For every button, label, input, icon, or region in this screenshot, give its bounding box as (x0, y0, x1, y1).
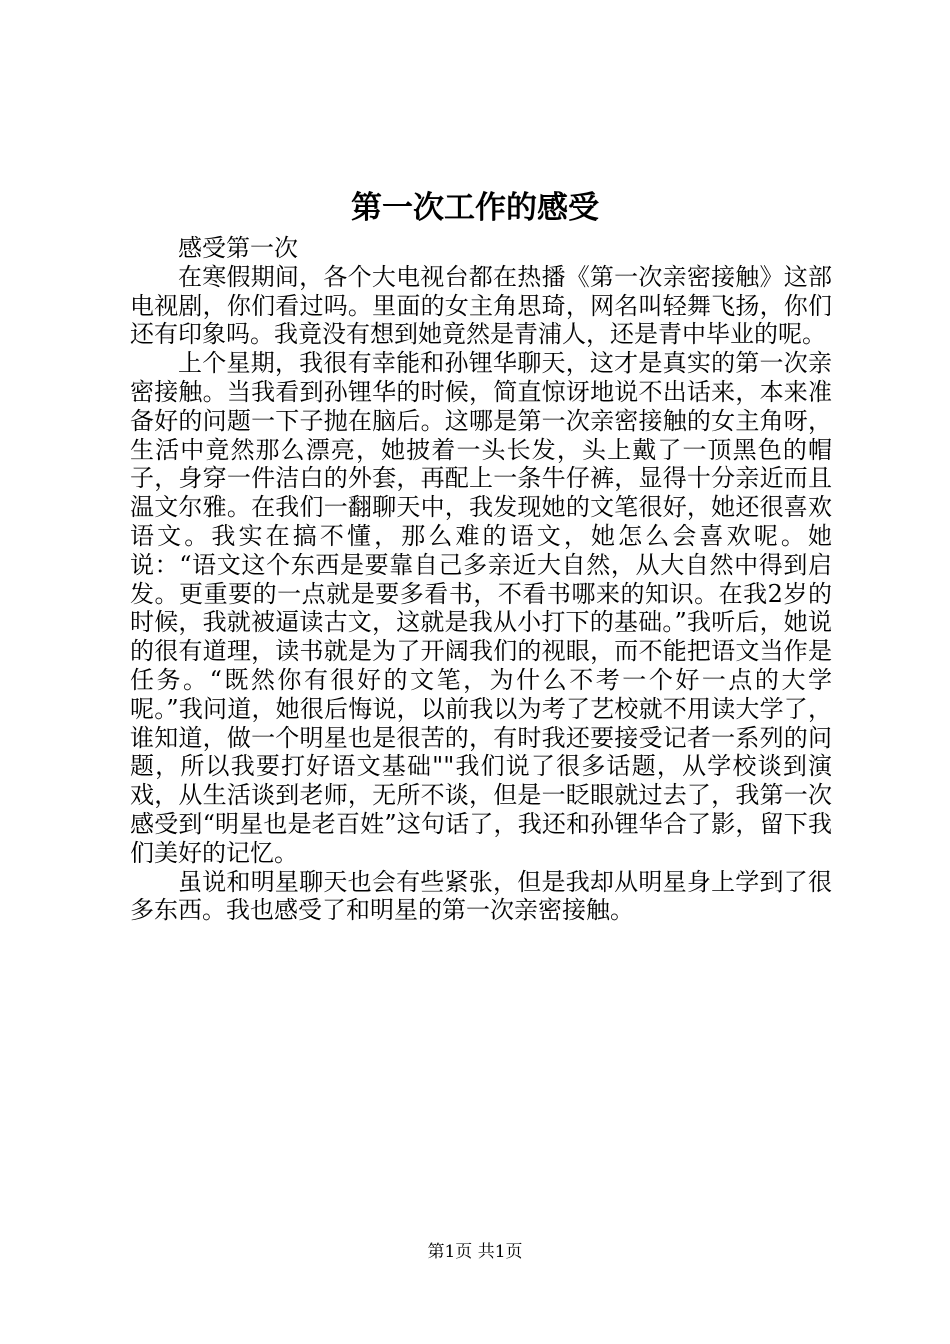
document-body (130, 234, 832, 925)
paragraph-1: 在寒假期间，各个大电视台都在热播《第一次亲密接触》这部电视剧，你们看过吗。里面的女主角思琦，网名叫轻舞飞扬，你们还有印象吗。我竟没有想到她竟然是青浦人，还是青中毕业的呢。 (130, 262, 832, 349)
paragraph-subtitle: 感受第一次 (178, 234, 298, 262)
paragraph-3: 虽说和明星聊天也会有些紧张，但是我却从明星身上学到了很多东西。我也感受了和明星的第一次亲密接触。 (130, 867, 832, 925)
page-number-footer: 第1页 共1页 (427, 1242, 523, 1262)
document-title: 第一次工作的感受 (351, 190, 599, 226)
paragraph-2: 上个星期，我很有幸能和孙锂华聊天，这才是真实的第一次亲密接触。当我看到孙锂华的时候，简直惊讶地说不出话来，本来准备好的问题一下子抛在脑后。这哪是第一次亲密接触的女主角呀，生活中竟然那么漂亮，她披着一头长发，头上戴了一顶黑色的帽子，身穿一件洁白的外套，再配上一条牛仔裤，显得十分亲近而且温文尔雅。在我们一翻聊天中，我发现她的文笔很好，她还很喜欢语文。我实在搞不懂，那么难的语文，她怎么会喜欢呢。她说：“语文这个东西是要靠自己多亲近大自然，从大自然中得到启发。更重要的一点就是要多看书，不看书哪来的知识。在我2岁的时候，我就被逼读古文，这就是我从小打下的基础。”我听后，她说的很有道理，读书就是为了开阔我们的视眼，而不能把语文当作是任务。“既然你有很好的文笔，为什么不考一个好一点的大学呢。”我问道，她很后悔说，以前我以为考了艺校就不用读大学了，谁知道，做一个明星也是很苦的，有时我还要接受记者一系列的问题，所以我要打好语文基础""我们说了很多话题，从学校谈到演戏，从生活谈到老师，无所不谈，但是一眨眼就过去了，我第一次感受到“明星也是老百姓”这句话了，我还和孙锂华合了影，留下我们美好的记忆。 (130, 349, 832, 867)
